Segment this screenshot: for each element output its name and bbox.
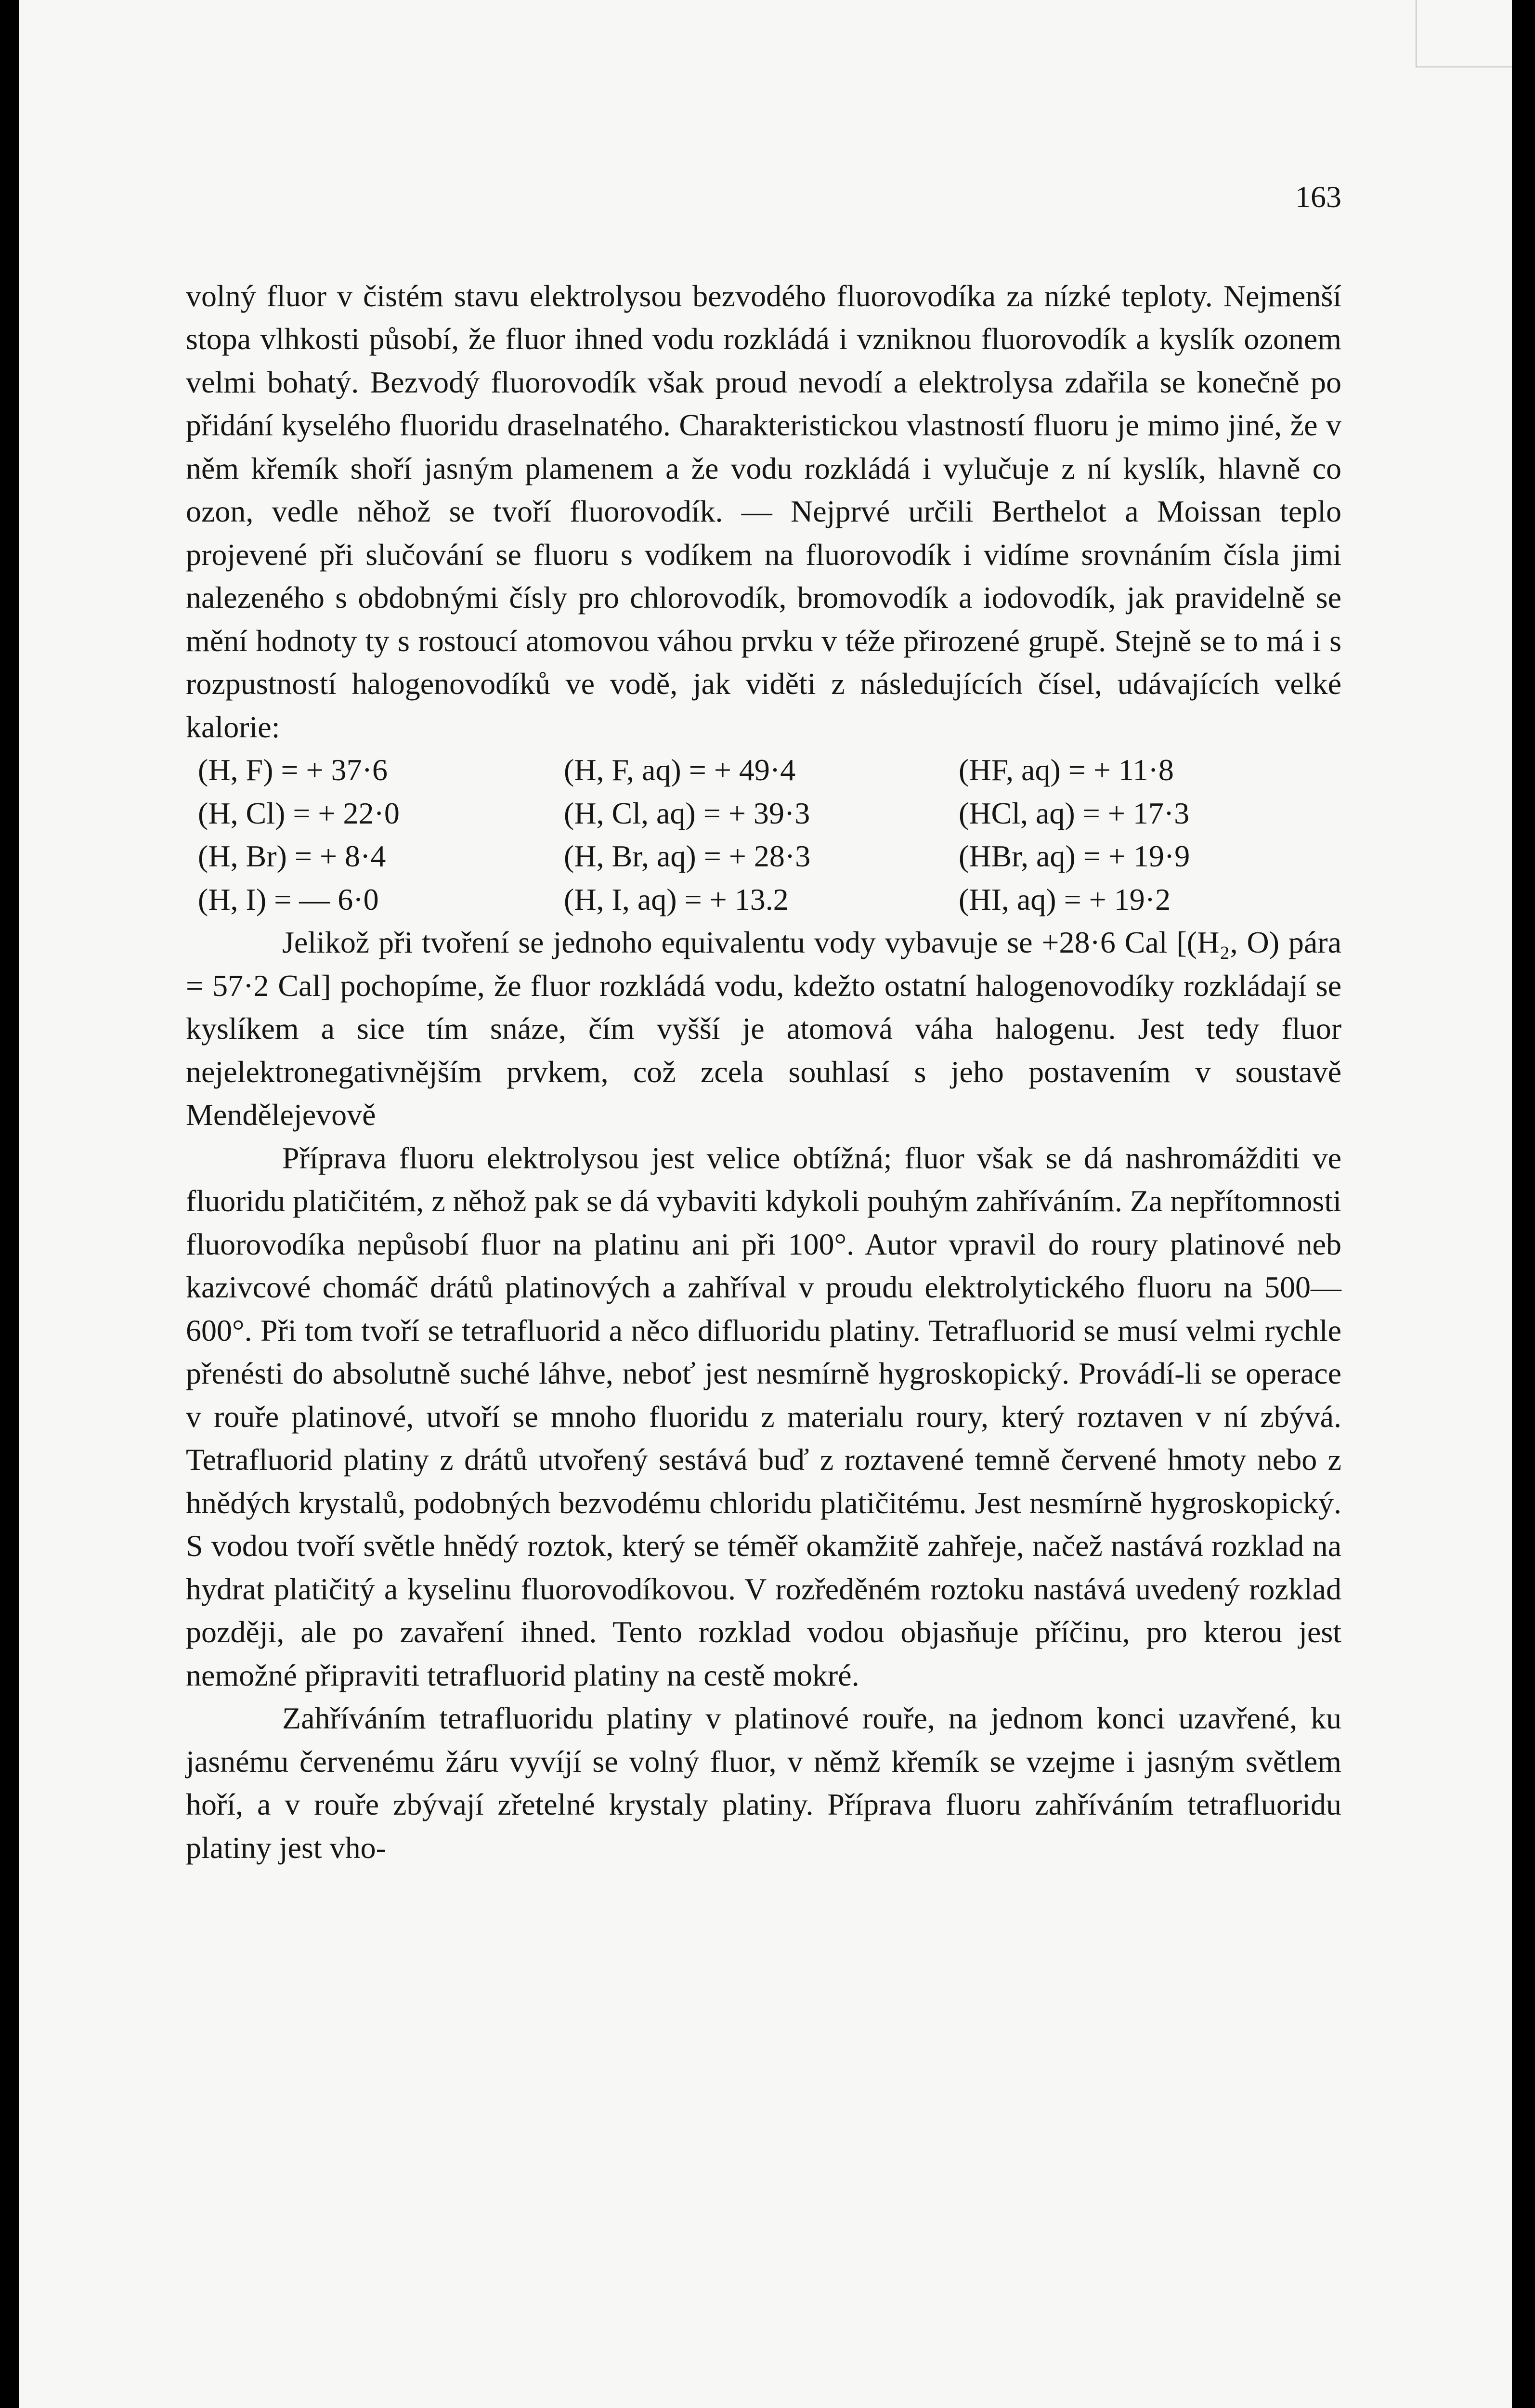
equation-table — [198, 748, 1341, 921]
page-content — [186, 175, 1341, 1869]
paragraph-2: Jelikož při tvoření se jednoho equivalentu vody vybavuje se +28·6 Cal [(H₂, O) pára = 57·2 Cal] pochopíme, že fluor rozkládá vodu, kdežto ostatní halogenovodíky rozkládají se kyslíkem a sice tím snáze, čím vyšší je atomová váha halogenu. Jest tedy fluor nejelektronegativnějším prvkem, což zcela souhlasí s jeho postavením v soustavě Mendělejevově — [186, 925, 1341, 1132]
equation-cell: (H, F, aq) = + 49·4 — [564, 753, 796, 787]
equation-cell: (HI, aq) = + 19·2 — [959, 882, 1171, 916]
page-number: 163 — [1295, 180, 1341, 214]
paragraph-3: Příprava fluoru elektrolysou jest velice obtížná; fluor však se dá nashromážditi ve fluoridu platičitém, z něhož pak se dá vybaviti kdykoli pouhým zahříváním. Za nepřítomnosti fluorovodíka nepůsobí fluor na platinu ani při 100°. Autor vpravil do roury platinové neb kazivcové chomáč drátů platinových a zahříval v proudu elektrolytického fluoru na 500—600°. Při tom tvoří se tetrafluorid a něco difluoridu platiny. Tetrafluorid se musí velmi rychle přenésti do absolutně suché láhve, neboť jest nesmírně hygroskopický. Provádí-li se operace v rouře platinové, utvoří se mnoho fluoridu z materialu roury, který roztaven v ní zbývá. Tetrafluorid platiny z drátů utvořený sestává buď z roztavené temně červené hmoty nebo z hnědých krystalů, podobných bezvodému chloridu platičitému. Jest nesmírně hygroskopický. S vodou tvoří světle hnědý roztok, který se téměř okamžitě zahřeje, načež nastává rozklad na hydrat platičitý a kyselinu fluorovodíkovou. V rozředěném roztoku nastává uvedený rozklad později, ale po zavaření ihned. Tento rozklad vodou objasňuje příčinu, pro kterou jest nemožné připraviti tetrafluorid platiny na cestě mokré. — [186, 1140, 1341, 1692]
scan-corner-mark — [1416, 0, 1512, 67]
equation-cell: (HF, aq) = + 11·8 — [959, 753, 1174, 787]
equation-cell: (H, I, aq) = + 13.2 — [564, 882, 789, 916]
equation-cell: (H, F) = + 37·6 — [198, 753, 388, 787]
equation-cell: (H, Br) = + 8·4 — [198, 839, 386, 873]
equation-cell: (HBr, aq) = + 19·9 — [959, 839, 1190, 873]
equation-cell: (HCl, aq) = + 17·3 — [959, 796, 1190, 830]
paragraph-4: Zahříváním tetrafluoridu platiny v platinové rouře, na jednom konci uzavřené, ku jasnému červenému žáru vyvíjí se volný fluor, v němž křemík se vzejme i jasným světlem hoří, a v rouře zbývají zřetelné krystaly platiny. Příprava fluoru zahříváním tetrafluoridu platiny jest vho- — [186, 1701, 1341, 1865]
equation-cell: (H, Cl, aq) = + 39·3 — [564, 796, 810, 830]
equation-cell: (H, Br, aq) = + 28·3 — [564, 839, 811, 873]
equation-cell: (H, Cl) = + 22·0 — [198, 796, 400, 830]
equation-cell: (H, I) = — 6·0 — [198, 882, 379, 916]
paragraph-1: volný fluor v čistém stavu elektrolysou bezvodého fluorovodíka za nízké teploty. Nejmenší stopa vlhkosti působí, že fluor ihned vodu rozkládá i vzniknou fluorovodík a kyslík ozonem velmi bohatý. Bezvodý fluorovodík však proud nevodí a elektrolysa zdařila se konečně po přidání kyselého fluoridu draselnatého. Charakteristickou vlastností fluoru je mimo jiné, že v něm křemík shoří jasným plamenem a že vodu rozkládá i vylučuje z ní kyslík, hlavně co ozon, vedle něhož se tvoří fluorovodík. — Nejprvé určili Berthelot a Moissan teplo projevené při slučování se fluoru s vodíkem na fluorovodík i vidíme srovnáním čísla jimi nalezeného s obdobnými čísly pro chlorovodík, bromovodík a iodovodík, jak pravidelně se mění hodnoty ty s rostoucí atomovou váhou prvku v téže přirozené grupě. Stejně se to má i s rozpustností halogenovodíků ve vodě, jak viděti z následujících čísel, udávajících velké kalorie: — [186, 278, 1341, 744]
book-page — [19, 0, 1512, 2408]
